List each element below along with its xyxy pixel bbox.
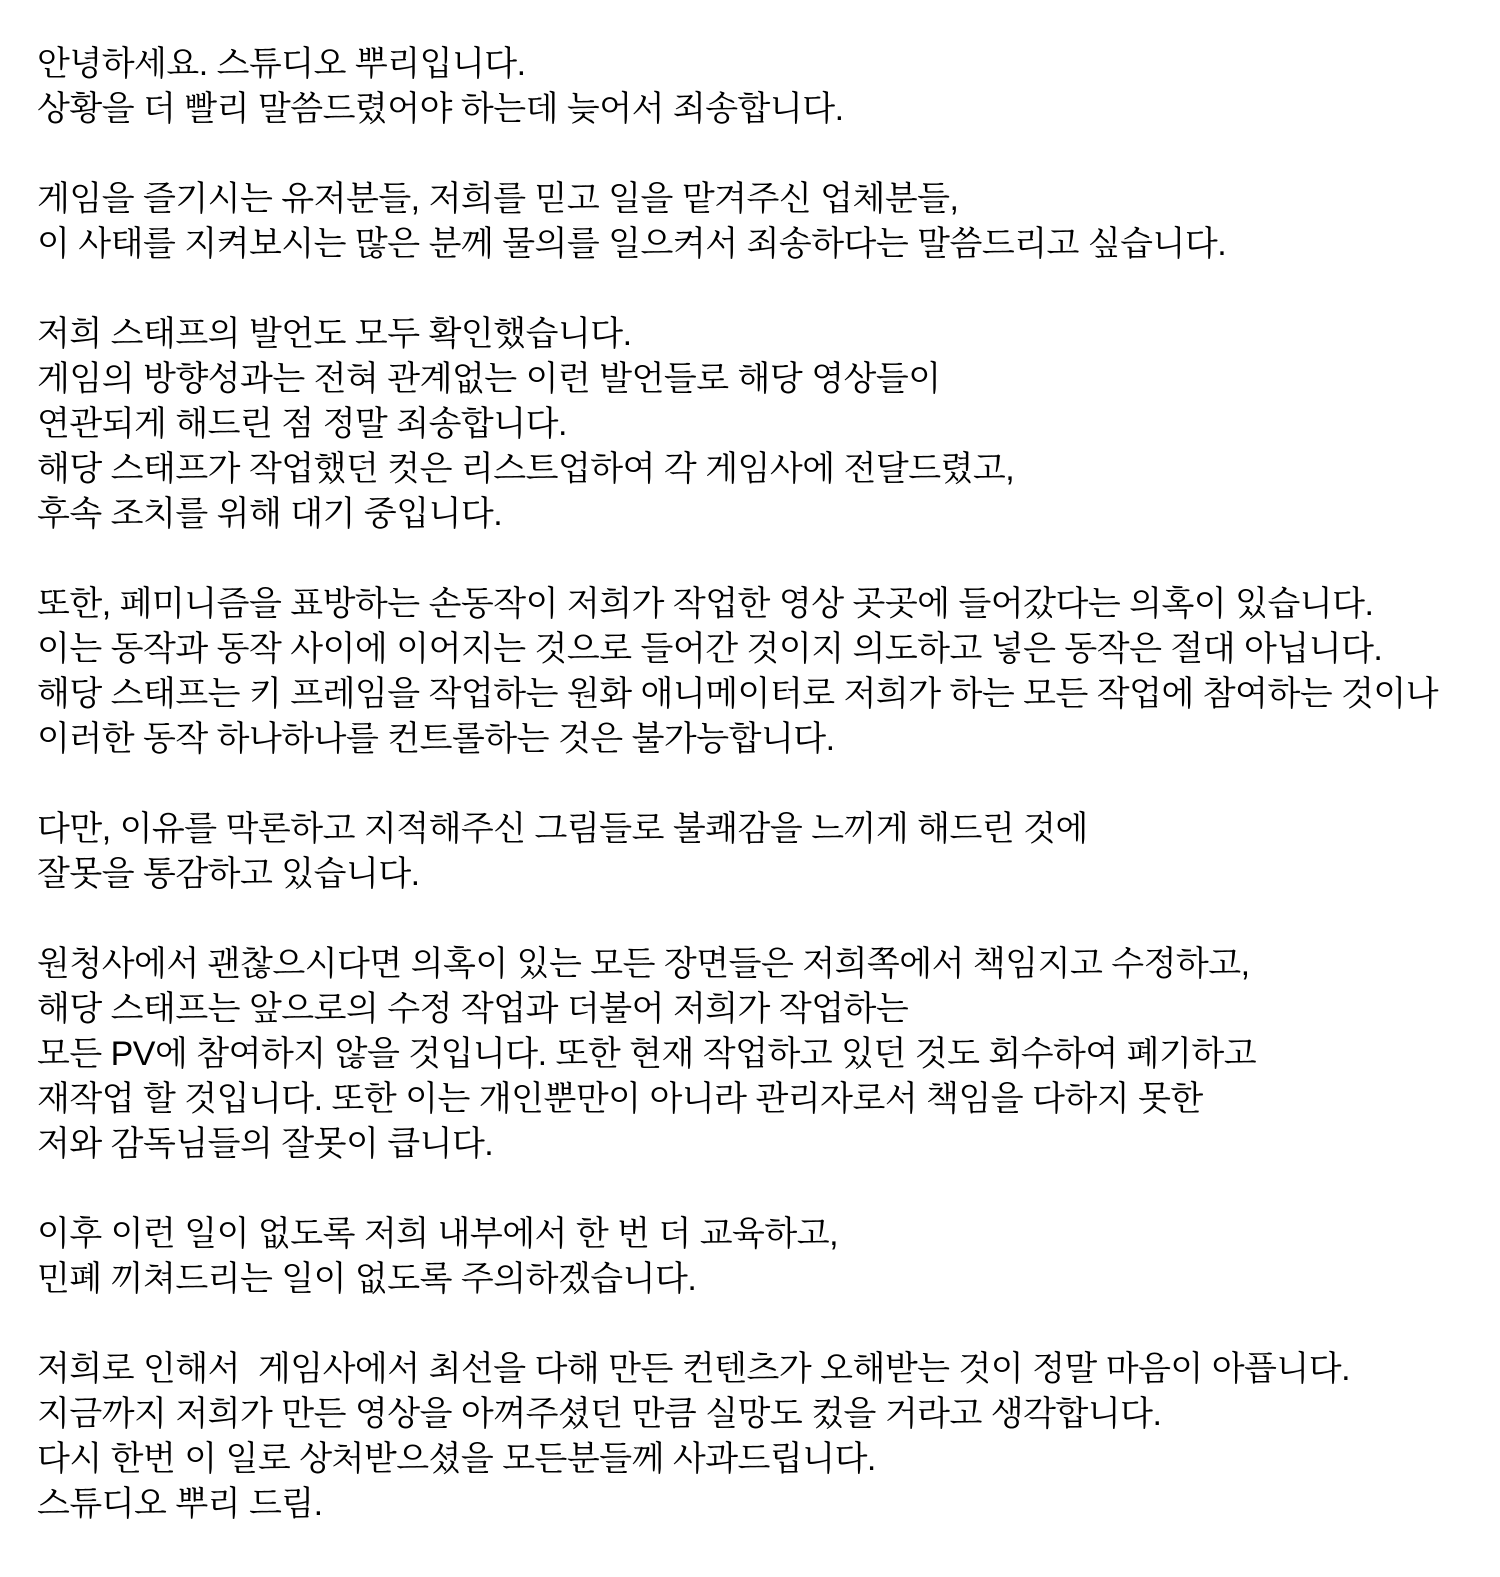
text-line: 후속 조치를 위해 대기 중입니다. [37, 495, 503, 533]
text-line: 안녕하세요. 스튜디오 뿌리입니다. [37, 45, 526, 83]
text-line: 저와 감독님들의 잘못이 큽니다. [37, 1125, 494, 1163]
text-line: 민폐 끼쳐드리는 일이 없도록 주의하겠습니다. [37, 1260, 697, 1298]
text-line: 저희 스태프의 발언도 모두 확인했습니다. [37, 315, 632, 353]
paragraph-future-prevention [37, 1212, 1480, 1302]
text-line: 모든 PV에 참여하지 않을 것입니다. 또한 현재 작업하고 있던 것도 회수하여 폐기하고 [37, 1035, 1257, 1073]
text-line: 재작업 할 것입니다. 또한 이는 개인뿐만이 아니라 관리자로서 책임을 다하지 못한 [37, 1080, 1203, 1118]
text-line: 이 사태를 지켜보시는 많은 분께 물의를 일으켜서 죄송하다는 말씀드리고 싶습니다. [37, 225, 1227, 263]
paragraph-greeting [37, 42, 1480, 132]
text-line: 이는 동작과 동작 사이에 이어지는 것으로 들어간 것이지 의도하고 넣은 동작은 절대 아닙니다. [37, 630, 1383, 668]
text-line: 게임을 즐기시는 유저분들, 저희를 믿고 일을 맡겨주신 업체분들, [37, 180, 959, 218]
text-line: 상황을 더 빨리 말씀드렸어야 하는데 늦어서 죄송합니다. [37, 90, 844, 128]
paragraph-hand-gesture-allegation [37, 582, 1480, 762]
text-line: 지금까지 저희가 만든 영상을 아껴주셨던 만큼 실망도 컸을 거라고 생각합니다. [37, 1395, 1162, 1433]
text-line: 다만, 이유를 막론하고 지적해주신 그림들로 불쾌감을 느끼게 해드린 것에 [37, 810, 1088, 848]
text-line: 또한, 페미니즘을 표방하는 손동작이 저희가 작업한 영상 곳곳에 들어갔다는 의혹이 있습니다. [37, 585, 1374, 623]
text-line: 게임의 방향성과는 전혀 관계없는 이런 발언들로 해당 영상들이 [37, 360, 941, 398]
text-line: 해당 스태프는 키 프레임을 작업하는 원화 애니메이터로 저희가 하는 모든 작업에 참여하는 것이나 [37, 675, 1439, 713]
text-line: 해당 스태프는 앞으로의 수정 작업과 더불어 저희가 작업하는 [37, 990, 909, 1028]
text-line: 다시 한번 이 일로 상처받으셨을 모든분들께 사과드립니다. [37, 1440, 876, 1478]
paragraph-staff-remarks [37, 312, 1480, 537]
text-line: 해당 스태프가 작업했던 컷은 리스트업하여 각 게임사에 전달드렸고, [37, 450, 1015, 488]
paragraph-closing-signature [37, 1347, 1480, 1527]
paragraph-acknowledgement [37, 807, 1480, 897]
text-line: 이후 이런 일이 없도록 저희 내부에서 한 번 더 교육하고, [37, 1215, 839, 1253]
text-line: 연관되게 해드린 점 정말 죄송합니다. [37, 405, 567, 443]
text-line: 스튜디오 뿌리 드림. [37, 1485, 323, 1523]
paragraph-apology-to-users [37, 177, 1480, 267]
text-line: 원청사에서 괜찮으시다면 의혹이 있는 모든 장면들은 저희쪽에서 책임지고 수정하고, [37, 945, 1250, 983]
text-line: 저희로 인해서 게임사에서 최선을 다해 만든 컨텐츠가 오해받는 것이 정말 마음이 아픕니다. [37, 1350, 1351, 1388]
text-line: 이러한 동작 하나하나를 컨트롤하는 것은 불가능합니다. [37, 720, 835, 758]
text-line: 잘못을 통감하고 있습니다. [37, 855, 420, 893]
paragraph-corrective-actions [37, 942, 1480, 1167]
